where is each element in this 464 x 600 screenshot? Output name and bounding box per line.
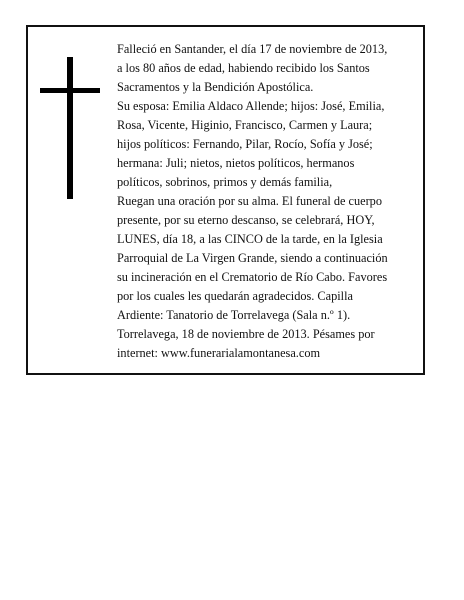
cross-icon — [40, 57, 100, 199]
cross-vertical-bar — [67, 57, 73, 199]
obituary-line: a los 80 años de edad, habiendo recibido los Santos — [117, 61, 370, 75]
cross-horizontal-bar — [40, 88, 100, 93]
obituary-text — [117, 40, 422, 363]
funeral-home-website-line: internet: www.funerarialamontanesa.com — [117, 346, 321, 360]
obituary-line: presente, por su eterno descanso, se celebrará, HOY, — [117, 213, 375, 227]
obituary-line: Rosa, Vicente, Higinio, Francisco, Carmen y Laura; — [117, 118, 373, 132]
obituary-line: Ardiente: Tanatorio de Torrelavega (Sala n.º 1). — [117, 308, 351, 322]
obituary-line: Ruegan una oración por su alma. El funeral de cuerpo — [117, 194, 382, 208]
obituary-line: Su esposa: Emilia Aldaco Allende; hijos: José, Emilia, — [117, 99, 385, 113]
obituary-line: LUNES, día 18, a las CINCO de la tarde, en la Iglesia — [117, 232, 383, 246]
obituary-line: Torrelavega, 18 de noviembre de 2013. Pésames por — [117, 327, 375, 341]
obituary-notice — [26, 25, 425, 375]
obituary-line: su incineración en el Crematorio de Río Cabo. Favores — [117, 270, 388, 284]
obituary-line: hermana: Juli; nietos, nietos políticos, hermanos — [117, 156, 355, 170]
obituary-line: Sacramentos y la Bendición Apostólica. — [117, 80, 314, 94]
obituary-line: políticos, sobrinos, primos y demás familia, — [117, 175, 333, 189]
obituary-line: Falleció en Santander, el día 17 de noviembre de 2013, — [117, 42, 388, 56]
obituary-line: Parroquial de La Virgen Grande, siendo a continuación — [117, 251, 388, 265]
obituary-line: hijos políticos: Fernando, Pilar, Rocío, Sofía y José; — [117, 137, 373, 151]
obituary-line: por los cuales les quedarán agradecidos. Capilla — [117, 289, 353, 303]
